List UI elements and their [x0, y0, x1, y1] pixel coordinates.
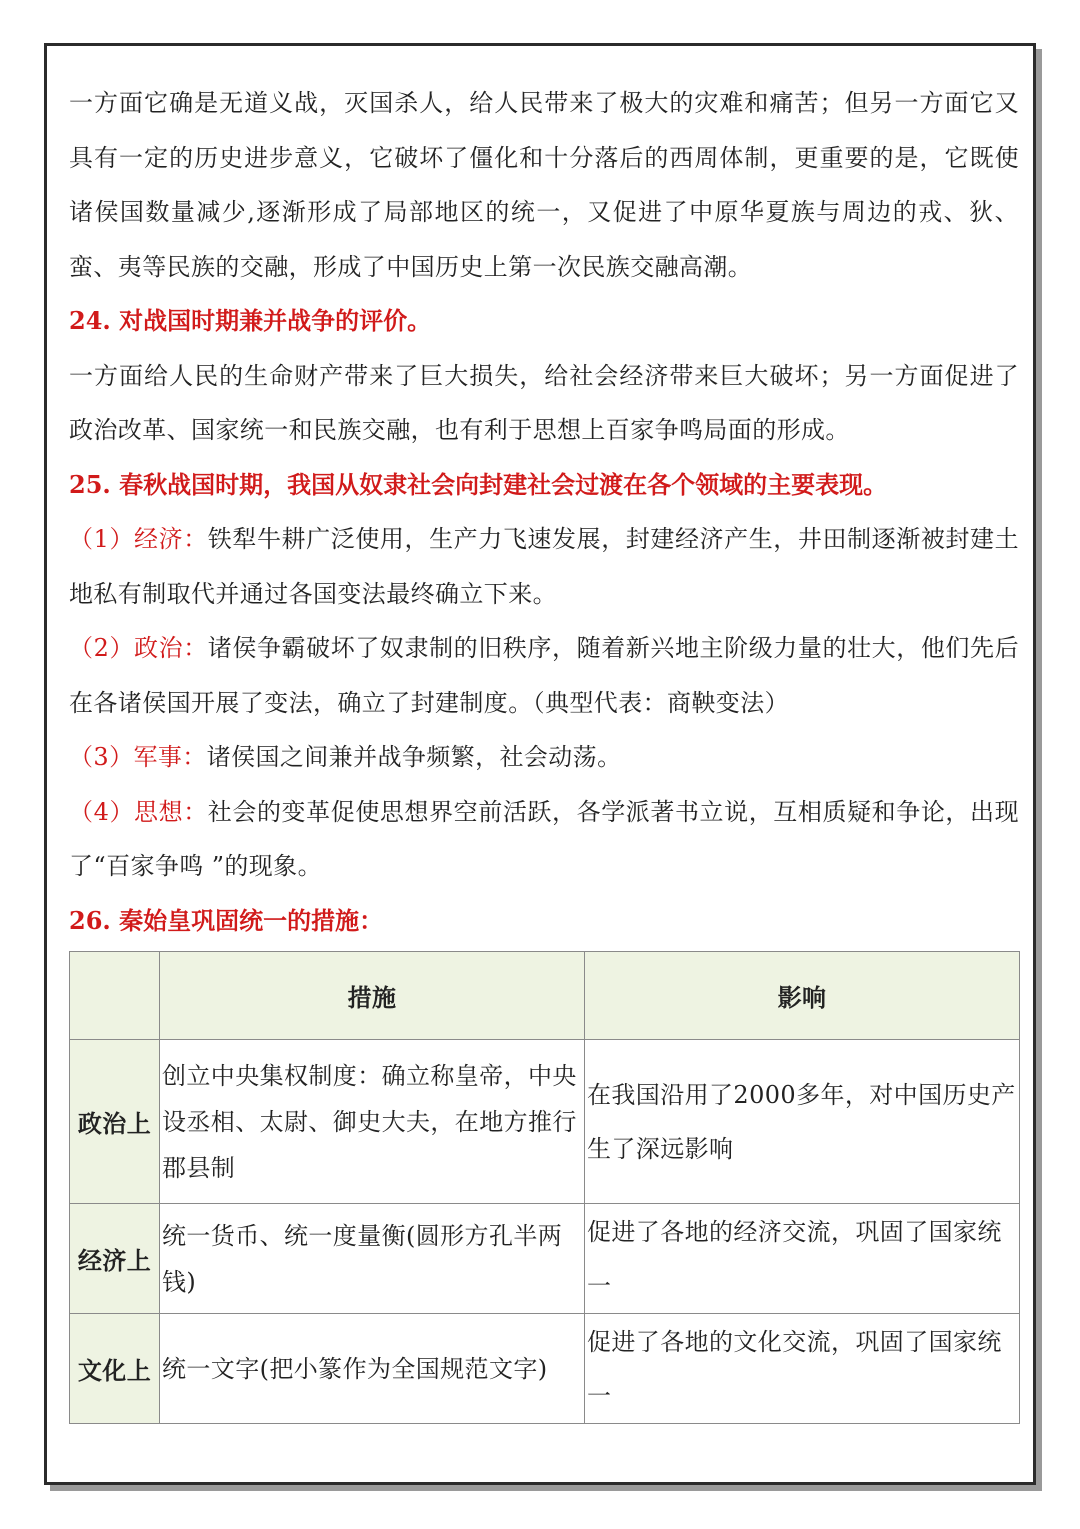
item-label: （2）政治：	[69, 634, 208, 662]
table-header-row	[70, 952, 1020, 1040]
item-25-politics	[69, 621, 1019, 730]
item-label: （1）经济：	[69, 525, 208, 553]
table-row	[70, 1204, 1020, 1314]
row-measure: 创立中央集权制度：确立称皇帝，中央设丞相、太尉、御史大夫，在地方推行郡县制	[160, 1040, 585, 1204]
row-measure: 统一文字(把小篆作为全国规范文字)	[160, 1314, 585, 1424]
item-label: （4）思想：	[69, 797, 208, 826]
row-impact: 促进了各地的文化交流，巩固了国家统一	[585, 1314, 1020, 1424]
item-text: 铁犁牛耕广泛使用，生产力飞速发展，封建经济产生，井田制逐渐被封建土地私有制取代并通过各国变法最终确立下来。	[69, 525, 1019, 608]
table-row	[70, 1040, 1020, 1204]
row-impact: 在我国沿用了2000多年，对中国历史产生了深远影响	[585, 1040, 1020, 1204]
heading-25: 25. 春秋战国时期，我国从奴隶社会向封建社会过渡在各个领域的主要表现。	[69, 469, 888, 499]
heading-26: 26. 秦始皇巩固统一的措施：	[69, 905, 384, 935]
item-25-military	[69, 730, 1019, 785]
paragraph-war-evaluation-continued: 一方面它确是无道义战，灭国杀人，给人民带来了极大的灾难和痛苦；但另一方面它又具有一定的历史进步意义，它破坏了僵化和十分落后的西周体制，更重要的是，它既使诸侯国数量减少,逐渐形成了局部地区的统一，又促进了中原华夏族与周边的戎、狄、蛮、夷等民族的交融，形成了中国历史上第一次民族交融高潮。	[69, 89, 1019, 281]
item-25-economy	[69, 512, 1019, 621]
table-row	[70, 1314, 1020, 1424]
row-domain-economy: 经济上	[70, 1204, 160, 1314]
row-domain-politics: 政治上	[70, 1040, 160, 1204]
item-text: 诸侯国之间兼并战争频繁，社会动荡。	[206, 743, 622, 771]
table-header-corner	[70, 952, 160, 1040]
heading-24: 24. 对战国时期兼并战争的评价。	[69, 306, 432, 335]
item-text: 诸侯争霸破坏了奴隶制的旧秩序，随着新兴地主阶级力量的壮大，他们先后在各诸侯国开展了变法，确立了封建制度。（典型代表：商鞅变法）	[69, 634, 1019, 717]
paragraph-24: 一方面给人民的生命财产带来了巨大损失，给社会经济带来巨大破坏；另一方面促进了政治改革、国家统一和民族交融，也有利于思想上百家争鸣局面的形成。	[69, 361, 1019, 444]
row-domain-culture: 文化上	[70, 1314, 160, 1424]
table-header-measure: 措施	[160, 952, 585, 1040]
item-label: （3）军事：	[69, 743, 207, 771]
row-measure: 统一货币、统一度量衡(圆形方孔半两钱)	[160, 1204, 585, 1314]
row-impact: 促进了各地的经济交流，巩固了国家统一	[585, 1204, 1020, 1314]
page-frame	[44, 43, 1036, 1485]
item-25-thought	[69, 785, 1019, 894]
table-header-impact: 影响	[585, 952, 1020, 1040]
qin-measures-table	[69, 951, 1020, 1424]
document-content	[69, 76, 1019, 1424]
item-text: 社会的变革促使思想界空前活跃，各学派著书立说，互相质疑和争论，出现了“百家争鸣 ”的现象。	[69, 797, 1019, 880]
